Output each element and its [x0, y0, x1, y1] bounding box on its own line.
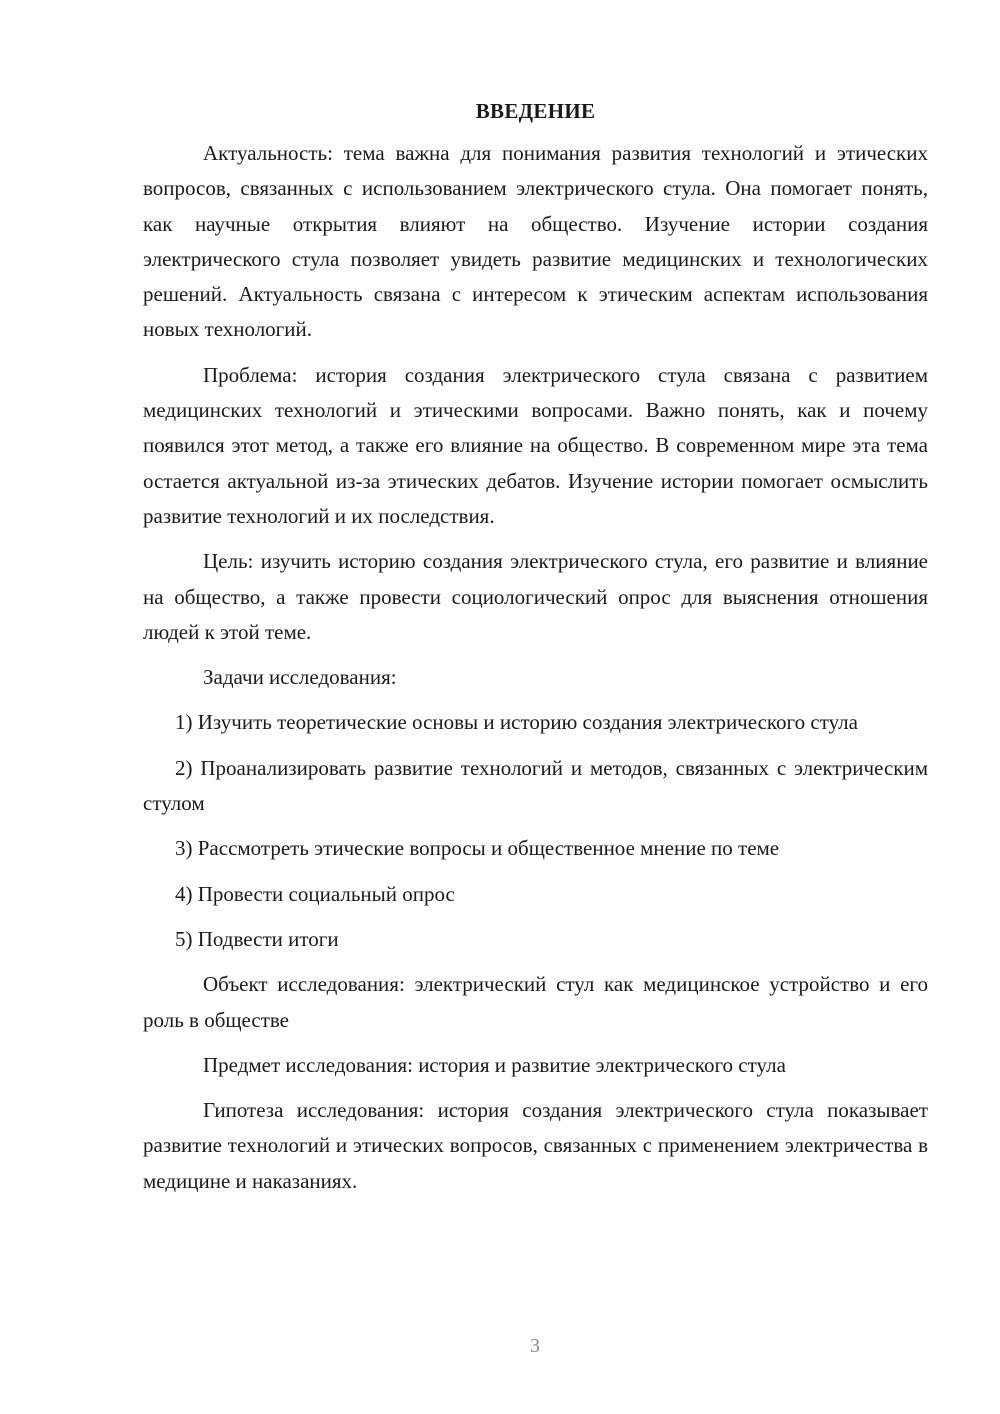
page-number: 3	[530, 1335, 540, 1357]
relevance-paragraph: Актуальность: тема важна для понимания развития технологий и этических вопросов, связанных с использованием электрического стула. Она помогает понять, как научные открытия влияют на общество. Изучение истории создания электрического стула позволяет увидеть развитие медицинских и технологических решений. Актуальность связана с интересом к этическим аспектам использования новых технологий.	[143, 141, 928, 342]
problem-paragraph: Проблема: история создания электрического стула связана с развитием медицинских технологий и этическими вопросами. Важно понять, как и почему появился этот метод, а также его влияние на общество. В современном мире эта тема остается актуальной из-за этических дебатов. Изучение истории помогает осмыслить развитие технологий и их последствия.	[143, 362, 928, 528]
subject-paragraph: Предмет исследования: история и развитие электрического стула	[203, 1052, 786, 1077]
hypothesis-paragraph: Гипотеза исследования: история создания электрического стула показывает развитие технологий и этических вопросов, связанных с применением электричества в медицине и наказаниях.	[143, 1098, 928, 1193]
object-paragraph: Объект исследования: электрический стул как медицинское устройство и его роль в обществе	[143, 972, 928, 1032]
section-heading: ВВЕДЕНИЕ	[475, 99, 596, 123]
task-item: 3) Рассмотреть этические вопросы и общественное мнение по теме	[175, 836, 780, 861]
task-item: 4) Провести социальный опрос	[175, 881, 455, 906]
tasks-label: Задачи исследования:	[203, 665, 397, 690]
task-item: 1) Изучить теоретические основы и историю создания электрического стула	[175, 710, 858, 735]
task-item: 5) Подвести итоги	[175, 926, 339, 951]
task-item: 2) Проанализировать развитие технологий и методов, связанных с электрическим стулом	[143, 755, 928, 816]
document-page	[143, 96, 928, 1209]
tasks-list	[143, 705, 928, 957]
goal-paragraph: Цель: изучить историю создания электрического стула, его развитие и влияние на общество, а также провести социологический опрос для выяснения отношения людей к этой теме.	[143, 549, 928, 644]
